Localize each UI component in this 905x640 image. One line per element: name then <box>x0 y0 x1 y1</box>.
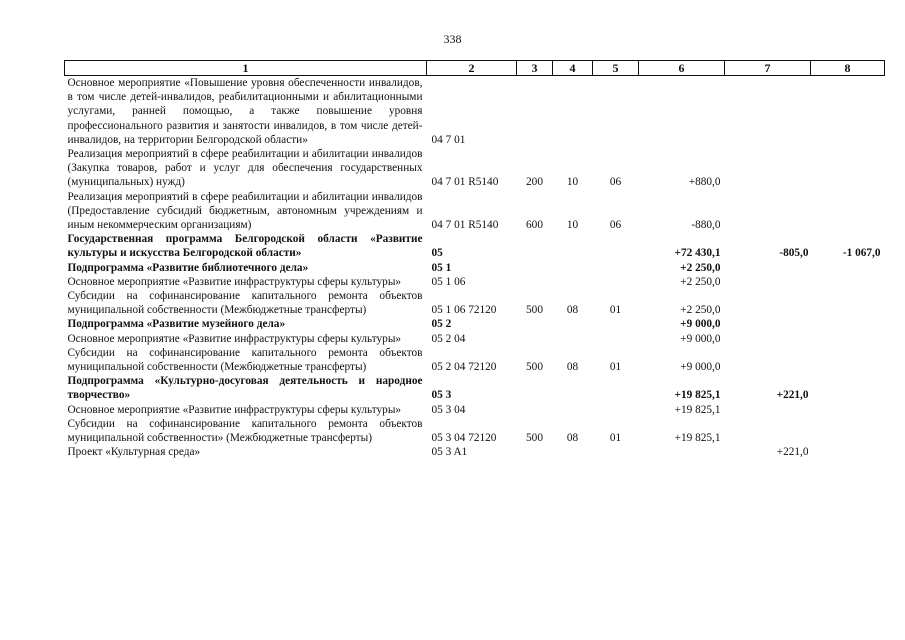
section-code <box>553 232 593 260</box>
subsection-code <box>593 275 639 289</box>
amount-column-8 <box>811 417 885 445</box>
subsection-code <box>593 232 639 260</box>
expense-type-code: 200 <box>526 176 543 189</box>
table-row <box>65 261 885 275</box>
amount-column-6: -880,0 <box>691 219 721 232</box>
column-header: 3 <box>517 61 553 76</box>
subsection-code: 01 <box>609 304 622 317</box>
amount-column-7 <box>725 76 811 148</box>
column-header: 4 <box>553 61 593 76</box>
amount-column-7 <box>725 332 811 346</box>
amount-column-8 <box>811 317 885 331</box>
row-description: Основное мероприятие «Повышение уровня обеспеченности инвалидов, в том числе детей-инвалидов, реабилитационными и абилитационными услугами, ранней помощью, а также повышение уровня профессионального развития и занятости инвалидов, в том числе детей-инвалидов, на территории Белгородской области» <box>67 77 423 146</box>
budget-table <box>64 60 885 459</box>
row-description: Основное мероприятие «Развитие инфраструктуры сферы культуры» <box>67 332 402 345</box>
subsection-code: 06 <box>609 176 622 189</box>
column-header: 7 <box>725 61 811 76</box>
subsection-code <box>593 374 639 402</box>
budget-classification-code: 05 2 04 72120 <box>431 361 497 374</box>
amount-column-8: -1 067,0 <box>842 247 881 260</box>
section-code: 08 <box>566 361 579 374</box>
amount-column-7: +221,0 <box>776 446 809 459</box>
section-code <box>553 317 593 331</box>
expense-type-code <box>517 317 553 331</box>
row-description: Подпрограмма «Культурно-досуговая деятельность и народное творчество» <box>67 375 423 402</box>
table-row <box>65 403 885 417</box>
row-description: Реализация мероприятий в сфере реабилитации и абилитации инвалидов (Закупка товаров, работ и услуг для обеспечения государственных (муниципальных) нужд) <box>67 148 423 189</box>
expense-type-code <box>517 232 553 260</box>
amount-column-7 <box>725 190 811 233</box>
amount-column-8 <box>811 190 885 233</box>
amount-column-6: +72 430,1 <box>674 247 721 260</box>
section-code <box>553 445 593 459</box>
budget-classification-code: 05 2 04 <box>431 332 466 345</box>
amount-column-6: +2 250,0 <box>680 261 721 274</box>
table-row <box>65 232 885 260</box>
row-description: Субсидии на софинансирование капитального ремонта объектов муниципальной собственности (Межбюджетные трансферты) <box>67 290 423 317</box>
section-code <box>553 374 593 402</box>
subsection-code <box>593 76 639 148</box>
table-header-row <box>65 61 885 76</box>
budget-classification-code: 05 3 04 <box>431 403 466 416</box>
row-description: Основное мероприятие «Развитие инфраструктуры сферы культуры» <box>67 403 402 416</box>
subsection-code: 06 <box>609 219 622 232</box>
row-description: Реализация мероприятий в сфере реабилитации и абилитации инвалидов (Предоставление субсидий бюджетным, автономным учреждениям и иным некоммерческим организациям) <box>67 190 423 232</box>
amount-column-8 <box>811 332 885 346</box>
amount-column-8 <box>811 261 885 275</box>
expense-type-code <box>517 374 553 402</box>
subsection-code: 01 <box>609 432 622 445</box>
amount-column-6: +2 250,0 <box>680 275 721 288</box>
subsection-code <box>593 317 639 331</box>
row-description: Подпрограмма «Развитие библиотечного дела» <box>67 261 309 274</box>
column-header: 1 <box>65 61 427 76</box>
amount-column-6: +19 825,1 <box>674 432 721 445</box>
amount-column-8 <box>811 147 885 190</box>
section-code <box>553 332 593 346</box>
expense-type-code <box>517 403 553 417</box>
amount-column-6 <box>639 76 725 148</box>
amount-column-8 <box>811 275 885 289</box>
amount-column-6: +880,0 <box>688 176 721 189</box>
table-row <box>65 190 885 233</box>
table-row <box>65 346 885 374</box>
section-code <box>553 261 593 275</box>
section-code <box>553 76 593 148</box>
column-header: 6 <box>639 61 725 76</box>
section-code: 10 <box>566 176 579 189</box>
budget-classification-code: 05 3 04 72120 <box>431 432 497 445</box>
amount-column-8 <box>811 289 885 317</box>
subsection-code: 01 <box>609 361 622 374</box>
table-row <box>65 317 885 331</box>
table-row <box>65 417 885 445</box>
amount-column-7: +221,0 <box>776 389 809 402</box>
amount-column-6: +9 000,0 <box>680 318 721 331</box>
amount-column-7 <box>725 317 811 331</box>
column-header: 5 <box>593 61 639 76</box>
amount-column-8 <box>811 76 885 148</box>
row-description: Государственная программа Белгородской области «Развитие культуры и искусства Белгородской области» <box>67 233 423 260</box>
amount-column-7 <box>725 289 811 317</box>
column-header: 8 <box>811 61 885 76</box>
amount-column-7 <box>725 147 811 190</box>
budget-classification-code: 04 7 01 <box>431 133 466 146</box>
amount-column-8 <box>811 374 885 402</box>
amount-column-7 <box>725 417 811 445</box>
expense-type-code <box>517 76 553 148</box>
budget-classification-code: 05 3 A1 <box>431 446 468 459</box>
amount-column-8 <box>811 403 885 417</box>
subsection-code <box>593 332 639 346</box>
table-row <box>65 275 885 289</box>
row-description: Проект «Культурная среда» <box>67 446 201 459</box>
section-code: 08 <box>566 432 579 445</box>
amount-column-7 <box>725 346 811 374</box>
expense-type-code <box>517 261 553 275</box>
budget-classification-code: 05 1 06 <box>431 275 466 288</box>
table-row <box>65 289 885 317</box>
subsection-code <box>593 261 639 275</box>
row-description: Субсидии на софинансирование капитального ремонта объектов муниципальной собственности (Межбюджетные трансферты) <box>67 346 423 374</box>
budget-classification-code: 05 2 <box>431 318 452 331</box>
table-row <box>65 147 885 190</box>
amount-column-7 <box>725 275 811 289</box>
subsection-code <box>593 403 639 417</box>
expense-type-code <box>517 275 553 289</box>
expense-type-code: 500 <box>526 361 543 374</box>
column-header: 2 <box>427 61 517 76</box>
amount-column-6: +9 000,0 <box>680 361 721 374</box>
amount-column-6: +9 000,0 <box>680 332 721 345</box>
row-description: Подпрограмма «Развитие музейного дела» <box>67 318 286 331</box>
table-row <box>65 76 885 148</box>
amount-column-6: +19 825,1 <box>674 403 721 416</box>
expense-type-code <box>517 445 553 459</box>
expense-type-code <box>517 332 553 346</box>
amount-column-6: +2 250,0 <box>680 304 721 317</box>
budget-classification-code: 04 7 01 R5140 <box>431 219 499 232</box>
section-code: 08 <box>566 304 579 317</box>
table-row <box>65 332 885 346</box>
amount-column-8 <box>811 445 885 459</box>
expense-type-code: 500 <box>526 432 543 445</box>
budget-classification-code: 05 <box>431 247 443 260</box>
section-code <box>553 403 593 417</box>
section-code <box>553 275 593 289</box>
subsection-code <box>593 445 639 459</box>
section-code: 10 <box>566 219 579 232</box>
budget-classification-code: 05 1 06 72120 <box>431 304 497 317</box>
budget-classification-code: 05 3 <box>431 389 452 402</box>
table-body <box>65 76 885 460</box>
page-number: 338 <box>443 32 462 46</box>
amount-column-7 <box>725 403 811 417</box>
table-row <box>65 445 885 459</box>
budget-classification-code: 04 7 01 R5140 <box>431 176 499 189</box>
expense-type-code: 500 <box>526 304 543 317</box>
budget-classification-code: 05 1 <box>431 261 452 274</box>
amount-column-7: -805,0 <box>779 247 809 260</box>
expense-type-code: 600 <box>526 219 543 232</box>
row-description: Основное мероприятие «Развитие инфраструктуры сферы культуры» <box>67 275 402 288</box>
table-row <box>65 374 885 402</box>
amount-column-6 <box>639 445 725 459</box>
amount-column-6: +19 825,1 <box>674 389 721 402</box>
amount-column-7 <box>725 261 811 275</box>
amount-column-8 <box>811 346 885 374</box>
row-description: Субсидии на софинансирование капитального ремонта объектов муниципальной собственности» (Межбюджетные трансферты) <box>67 417 423 445</box>
